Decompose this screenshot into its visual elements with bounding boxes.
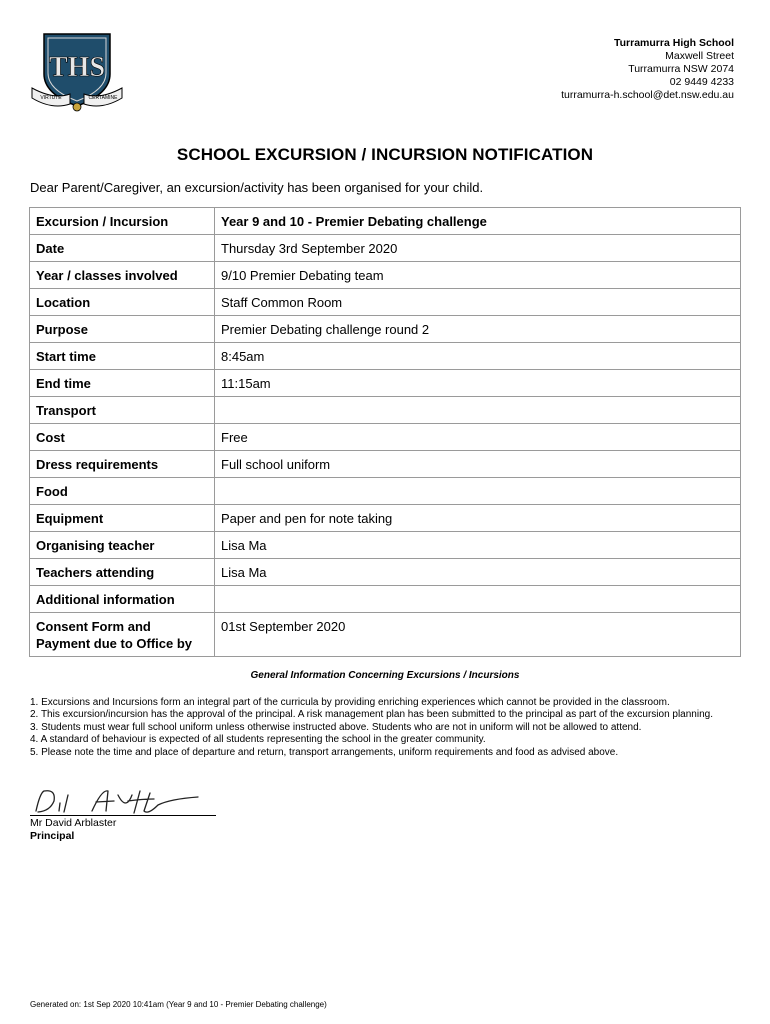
school-address-block bbox=[561, 37, 734, 102]
details-value bbox=[215, 397, 741, 424]
details-label: Organising teacher bbox=[30, 532, 215, 559]
details-label: Excursion / Incursion bbox=[30, 208, 215, 235]
details-value: Paper and pen for note taking bbox=[215, 505, 741, 532]
signature-line bbox=[30, 815, 216, 816]
details-row bbox=[30, 424, 741, 451]
details-value bbox=[215, 478, 741, 505]
svg-text:CERTAMINE: CERTAMINE bbox=[88, 95, 118, 101]
generated-footer: Generated on: 1st Sep 2020 10:41am (Year 9 and 10 - Premier Debating challenge) bbox=[30, 1000, 327, 1009]
school-email: turramurra-h.school@det.nsw.edu.au bbox=[561, 89, 734, 101]
details-label: Cost bbox=[30, 424, 215, 451]
general-info-item: 1. Excursions and Incursions form an integral part of the curricula by providing enriching experiences which cannot be provided in the classroom. bbox=[30, 697, 670, 708]
excursion-details-table bbox=[29, 207, 741, 657]
signatory-name: Mr David Arblaster bbox=[30, 817, 117, 829]
details-row bbox=[30, 505, 741, 532]
details-label: Equipment bbox=[30, 505, 215, 532]
details-label: Location bbox=[30, 289, 215, 316]
details-value: Full school uniform bbox=[215, 451, 741, 478]
details-label: Transport bbox=[30, 397, 215, 424]
details-value: 11:15am bbox=[215, 370, 741, 397]
page-title: SCHOOL EXCURSION / INCURSION NOTIFICATION bbox=[176, 145, 594, 164]
general-info-item: 2. This excursion/incursion has the approval of the principal. A risk management plan has been submitted to the principal as part of the excursion planning. bbox=[30, 709, 713, 721]
general-info-item: 4. A standard of behaviour is expected of all students representing the school in the greater community. bbox=[30, 734, 486, 746]
details-row bbox=[30, 208, 741, 235]
details-row bbox=[30, 397, 741, 424]
details-row bbox=[30, 532, 741, 559]
details-value: 8:45am bbox=[215, 343, 741, 370]
details-label: End time bbox=[30, 370, 215, 397]
details-row bbox=[30, 370, 741, 397]
details-row bbox=[30, 289, 741, 316]
details-row bbox=[30, 316, 741, 343]
details-value: 9/10 Premier Debating team bbox=[215, 262, 741, 289]
details-value bbox=[215, 586, 741, 613]
details-label: Food bbox=[30, 478, 215, 505]
svg-text:THS: THS bbox=[48, 52, 106, 83]
principal-signature bbox=[30, 785, 218, 817]
school-name: Turramurra High School bbox=[614, 37, 734, 49]
school-suburb: Turramurra NSW 2074 bbox=[628, 63, 734, 75]
details-label: Dress requirements bbox=[30, 451, 215, 478]
details-row bbox=[30, 343, 741, 370]
details-label: Additional information bbox=[30, 586, 215, 613]
school-crest-logo bbox=[30, 28, 124, 112]
details-row bbox=[30, 586, 741, 613]
details-value: 01st September 2020 bbox=[215, 613, 741, 657]
details-row bbox=[30, 613, 741, 657]
details-value: Year 9 and 10 - Premier Debating challenge bbox=[215, 208, 741, 235]
school-phone: 02 9449 4233 bbox=[669, 76, 734, 88]
school-street: Maxwell Street bbox=[665, 50, 734, 62]
details-value: Premier Debating challenge round 2 bbox=[215, 316, 741, 343]
details-row bbox=[30, 478, 741, 505]
general-info-list bbox=[30, 697, 740, 759]
details-label: Purpose bbox=[30, 316, 215, 343]
details-label: Start time bbox=[30, 343, 215, 370]
general-info-item: 5. Please note the time and place of departure and return, transport arrangements, uniform requirements and food as advised above. bbox=[30, 746, 619, 758]
details-value: Free bbox=[215, 424, 741, 451]
details-row bbox=[30, 451, 741, 478]
details-row bbox=[30, 559, 741, 586]
intro-text: Dear Parent/Caregiver, an excursion/activity has been organised for your child. bbox=[30, 180, 484, 195]
svg-text:VIRTUTE: VIRTUTE bbox=[40, 95, 62, 101]
details-label: Consent Form and Payment due to Office by bbox=[30, 613, 215, 657]
details-value: Thursday 3rd September 2020 bbox=[215, 235, 741, 262]
details-row bbox=[30, 262, 741, 289]
details-value: Staff Common Room bbox=[215, 289, 741, 316]
details-value: Lisa Ma bbox=[215, 559, 741, 586]
general-info-item: 3. Students must wear full school uniform unless otherwise instructed above. Students who are not in uniform will not be allowed to attend. bbox=[30, 721, 642, 733]
details-label: Teachers attending bbox=[30, 559, 215, 586]
general-info-title: General Information Concerning Excursions / Incursions bbox=[250, 670, 520, 681]
signatory-role: Principal bbox=[30, 830, 75, 842]
details-value: Lisa Ma bbox=[215, 532, 741, 559]
details-label: Date bbox=[30, 235, 215, 262]
details-label: Year / classes involved bbox=[30, 262, 215, 289]
details-row bbox=[30, 235, 741, 262]
